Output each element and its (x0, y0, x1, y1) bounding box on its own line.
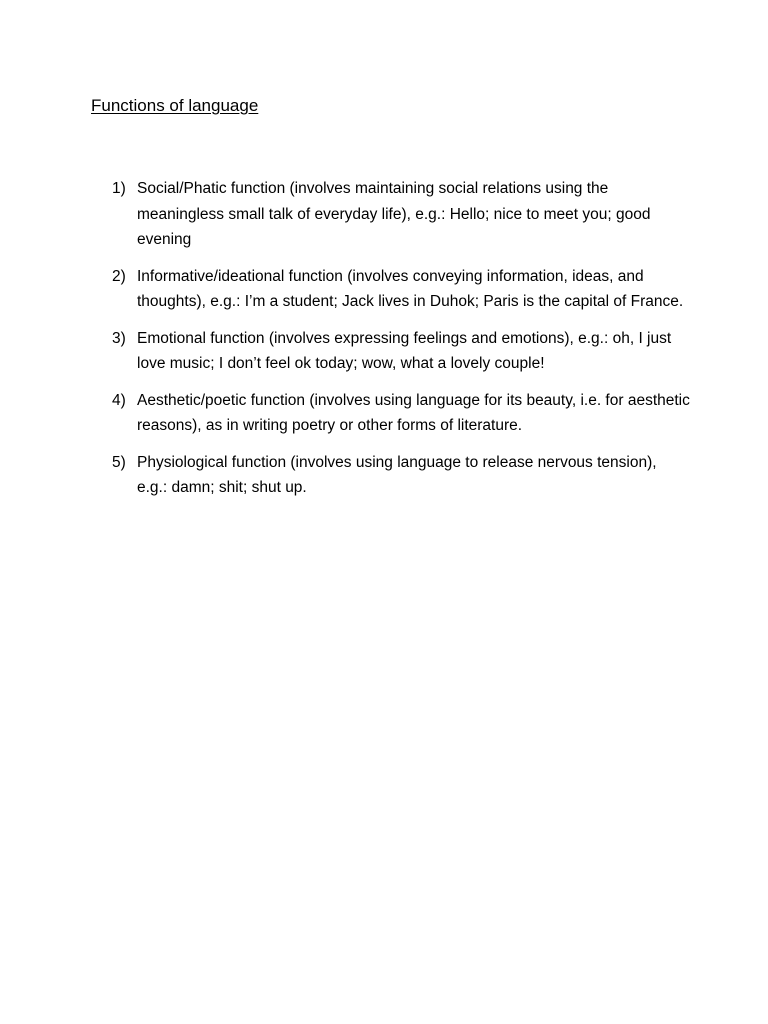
page-title: Functions of language (91, 96, 259, 115)
list-item-number: 5) (112, 453, 126, 471)
list-item-number: 3) (112, 329, 126, 347)
list-item-number: 1) (112, 180, 126, 197)
list-item-text: Emotional function (involves expressing feelings and emotions), e.g.: oh, I just love music; I don’t feel ok today; wow, what a lovely couple! (137, 329, 672, 372)
list-item-text: Social/Phatic function (involves maintaining social relations using the meaningless small talk of everyday life), e.g.: Hello; nice to meet you; good evening (137, 180, 651, 248)
list-item (91, 176, 691, 253)
list-item-number: 2) (112, 267, 126, 285)
list-item-text: Aesthetic/poetic function (involves using language for its beauty, i.e. for aesthetic reasons), as in writing poetry or other forms of literature. (137, 391, 690, 434)
list-item (91, 450, 691, 501)
list-item-text: Physiological function (involves using language to release nervous tension), e.g.: damn; shit; shut up. (137, 453, 657, 496)
list-item (91, 264, 691, 315)
list-item (91, 326, 691, 377)
functions-list (91, 176, 691, 512)
list-item-number: 4) (112, 391, 126, 409)
list-item (91, 388, 691, 439)
list-item-text: Informative/ideational function (involves conveying information, ideas, and thoughts), e.g.: I’m a student; Jack lives in Duhok; Paris is the capital of France. (137, 267, 684, 310)
